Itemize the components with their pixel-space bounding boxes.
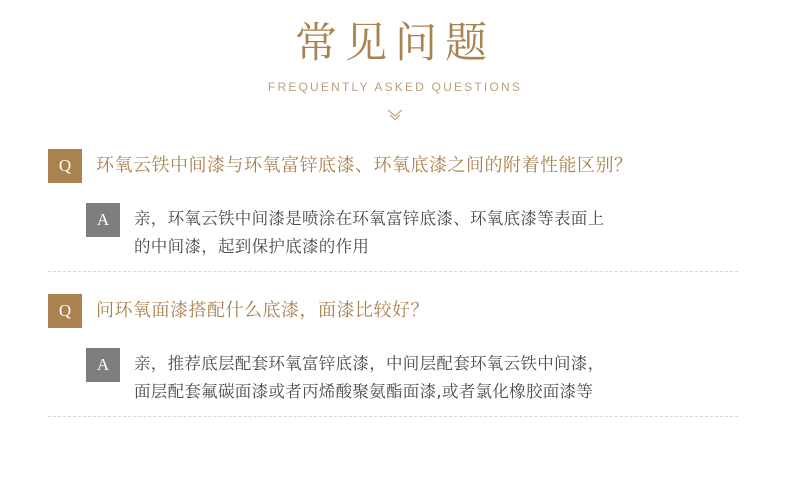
page-title: 常见问题 — [294, 18, 495, 67]
question-text: 问环氧面漆搭配什么底漆，面漆比较好？ — [96, 300, 429, 322]
chevron-down-icon — [0, 108, 790, 127]
faq-item — [48, 149, 738, 272]
answer-line: 的中间漆，起到保护底漆的作用 — [134, 237, 370, 257]
answer-badge: A — [86, 348, 120, 382]
page-subtitle: FREQUENTLY ASKED QUESTIONS — [267, 80, 523, 95]
answer-row — [48, 348, 738, 406]
question-row — [48, 294, 738, 328]
chevron-down-glyph — [384, 108, 406, 124]
answer-text — [134, 348, 604, 406]
question-badge: Q — [48, 149, 82, 183]
answer-line: 亲，推荐底层配套环氧富锌底漆，中间层配套环氧云铁中间漆， — [134, 354, 605, 374]
answer-line: 面层配套氟碳面漆或者丙烯酸聚氨酯面漆,或者氯化橡胶面漆等 — [134, 382, 594, 402]
question-row — [48, 149, 738, 183]
answer-text — [134, 203, 604, 261]
question-badge: Q — [48, 294, 82, 328]
answer-badge: A — [86, 203, 120, 237]
faq-list — [0, 149, 790, 417]
faq-item — [48, 294, 738, 417]
answer-row — [48, 203, 738, 261]
answer-line: 亲，环氧云铁中间漆是喷涂在环氧富锌底漆、环氧底漆等表面上 — [134, 209, 605, 229]
question-text: 环氧云铁中间漆与环氧富锌底漆、环氧底漆之间的附着性能区别？ — [96, 155, 633, 177]
page-header — [0, 0, 790, 127]
